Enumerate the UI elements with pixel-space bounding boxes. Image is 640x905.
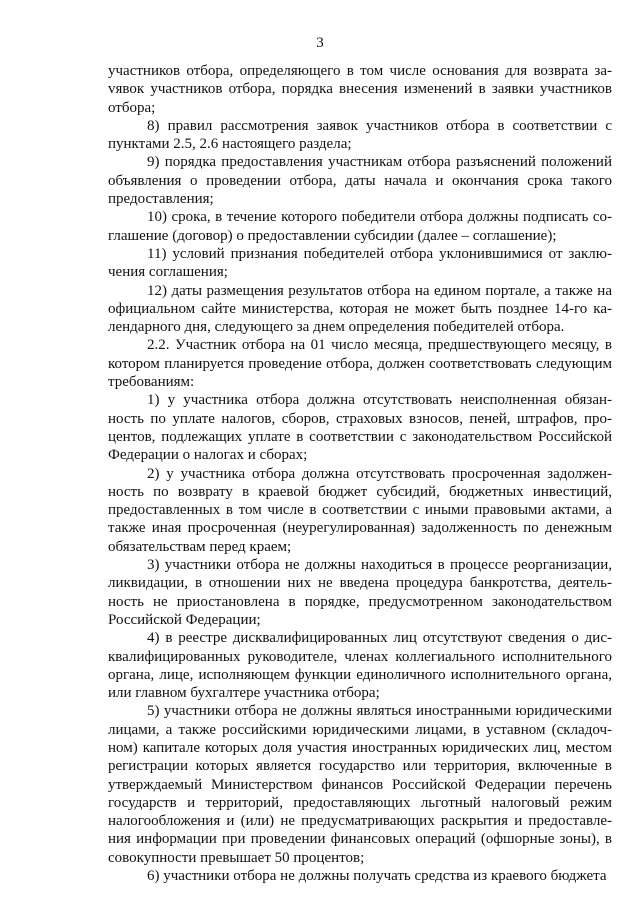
paragraph-requirement-4: 4) в реестре дисквалифицированных лиц отсутствуют сведения о дисквалифицированных руководителе, членах коллегиального исполнительного органа, лице, исполняющем функции единоличного исполнительного органа, или главном бухгалтере участника отбора; [108, 630, 612, 702]
paragraph-item-11: 11) условий признания победителей отбора уклонившимися от заключения соглашения; [108, 245, 612, 281]
paragraph-continuation: участников отбора, определяющего в том числе основания для возврата заvявок участников отбора, порядка внесения изменений в заявки участников отбора; [108, 63, 612, 116]
paragraph-item-8: 8) правил рассмотрения заявок участников отбора в соответствии с пунктами 2.5, 2.6 настоящего раздела; [108, 117, 612, 153]
paragraph-item-9: 9) порядка предоставления участникам отбора разъяснений положений объявления о проведении отбора, даты начала и окончания срока такого предоставления; [108, 154, 612, 208]
paragraph-requirement-1: 1) у участника отбора должна отсутствовать неисполненная обязанность по уплате налогов, сборов, страховых взносов, пеней, штрафов, процентов, подлежащих уплате в соответствии с законодательством Российской Федерации о налогах и сборах; [108, 392, 612, 464]
paragraph-requirement-2: 2) у участника отбора должна отсутствовать просроченная задолженность по возврату в краевой бюджет субсидий, бюджетных инвестиций, предоставленных в том числе в соответствии с иными правовыми актами, а также иная просроченная (неурегулированная) задолженность по денежным обязательствам перед краем; [108, 465, 612, 555]
paragraph-requirement-3: 3) участники отбора не должны находиться в процессе реорганизации, ликвидации, в отношении них не введена процедура банкротства, деятельность не приостановлена в порядке, предусмотренном законодательством Российской Федерации; [108, 557, 612, 628]
paragraph-requirement-5: 5) участники отбора не должны являться иностранными юридическими лицами, а также российскими юридическими лицами, в уставном (складочном) капитале которых доля участия иностранных юридических лиц, местом регистрации которых является государство или территория, включенные в утверждаемый Министерством финансов Российской Федерации перечень государств и территорий, предоставляющих льготный налоговый режим налогообложения и (или) не предусматривающих раскрытия и предоставления информации при проведении финансовых операций (офшорные зоны), в совокупности превышает 50 процентов; [108, 703, 612, 866]
document-body [108, 62, 612, 885]
paragraph-item-12: 12) даты размещения результатов отбора на едином портале, а также на официальном сайте министерства, которая не может быть позднее 14-го календарного дня, следующего за днем определения победителей отбора. [108, 282, 612, 336]
paragraph-item-10: 10) срока, в течение которого победители отбора должны подписать соглашение (договор) о предоставлении субсидии (далее – соглашение); [108, 209, 612, 244]
page-number: 3 [316, 35, 324, 51]
paragraph-requirement-6: 6) участники отбора не должны получать средства из краевого бюджета [147, 868, 607, 885]
paragraph-section-2-2: 2.2. Участник отбора на 01 число месяца, предшествующего месяцу, в котором планируется проведение отбора, должен соответствовать следующим требованиям: [108, 337, 612, 391]
